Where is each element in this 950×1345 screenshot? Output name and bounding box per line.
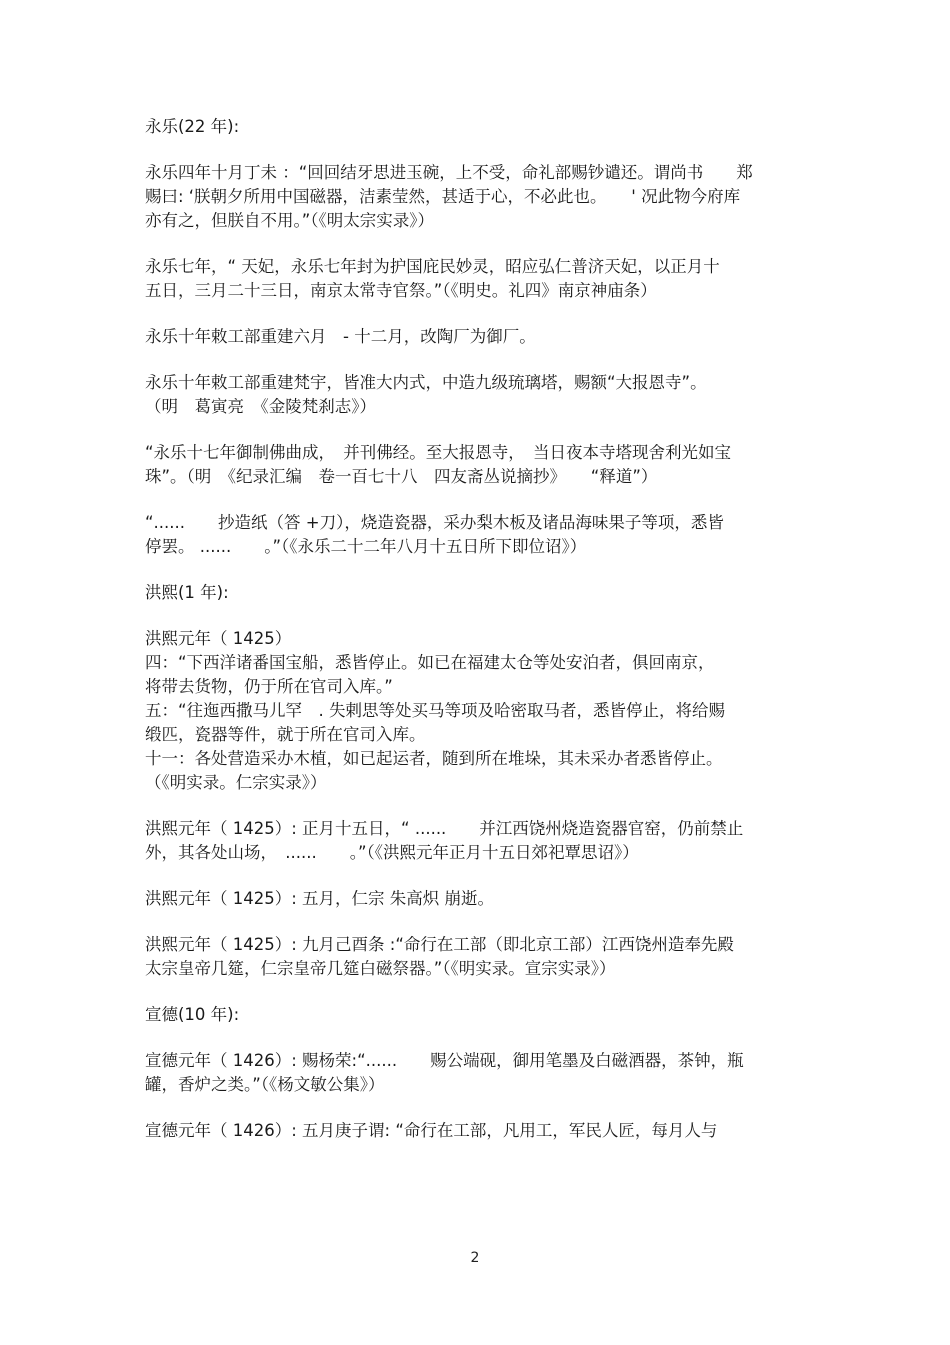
text-line: 珠”。（明 《纪录汇编 卷一百七十八 四友斋丛说摘抄》 “释道”）	[145, 467, 658, 486]
text-line: （明 葛寅亮 《金陵梵刹志》）	[145, 397, 376, 416]
text-line: 永乐四年十月丁未 ：“回回结牙思进玉碗，上不受，命礼部赐钞谴还。谓尚书 郑	[145, 163, 753, 182]
paragraph	[145, 441, 810, 489]
text-line: 罐，香炉之类。”（《杨文敏公集》）	[145, 1075, 385, 1094]
text-line: 洪熙元年（ 1425）	[145, 629, 292, 648]
text-line: 四：“下西洋诸番国宝船，悉皆停止。如已在福建太仓等处安泊者，俱回南京，	[145, 653, 715, 672]
text-line: 宣德元年（ 1426）: 赐杨荣:“...... 赐公端砚，御用笔墨及白磁酒器，茶钟，瓶	[145, 1051, 744, 1070]
text-line: 将带去货物，仍于所在官司入库。”	[145, 677, 393, 696]
document-body	[145, 115, 810, 1165]
paragraph	[145, 933, 810, 981]
text-line: 缎匹，瓷器等件，就于所在官司入库。	[145, 725, 426, 744]
paragraph	[145, 887, 810, 911]
paragraph	[145, 255, 810, 303]
paragraph	[145, 1119, 810, 1143]
paragraph	[145, 161, 810, 233]
text-line: 停罢。 ...... 。”（《永乐二十二年八月十五日所下即位诏》）	[145, 537, 587, 556]
text-line: 洪熙元年（ 1425）: 五月，仁宗 朱高炽 崩逝。	[145, 889, 495, 908]
paragraph	[145, 1003, 810, 1027]
text-line: “...... 抄造纸（答 +刀），烧造瓷器，采办梨木板及诸品海味果子等项，悉皆	[145, 513, 724, 532]
text-line: 洪熙元年（ 1425）: 九月己酉条 :“命行在工部（即北京工部）江西饶州造奉先殿	[145, 935, 734, 954]
paragraph	[145, 581, 810, 605]
text-line: 太宗皇帝几筵，仁宗皇帝几筵白磁祭器。”（《明实录。宣宗实录》）	[145, 959, 616, 978]
paragraph	[145, 325, 810, 349]
text-line: 永乐十年敕工部重建六月 - 十二月，改陶厂为御厂。	[145, 327, 536, 346]
page-number: 2	[470, 1250, 480, 1266]
text-line: “永乐十七年御制佛曲成， 并刊佛经。至大报恩寺， 当日夜本寺塔现舍利光如宝	[145, 443, 732, 462]
text-line: 洪熙元年（ 1425）: 正月十五日，“ ...... 并江西饶州烧造瓷器官窑，仍前禁止	[145, 819, 744, 838]
text-line: （《明实录。仁宗实录》）	[145, 773, 327, 792]
paragraph	[145, 627, 810, 795]
paragraph	[145, 115, 810, 139]
text-line: 五日，三月二十三日，南京太常寺官祭。”（《明史。礼四》南京神庙条）	[145, 281, 657, 300]
text-line: 五：“往迤西撒马儿罕 . 失剌思等处买马等项及哈密取马者，悉皆停止，将给赐	[145, 701, 726, 720]
paragraph	[145, 817, 810, 865]
text-line: 亦有之，但朕自不用。”（《明太宗实录》）	[145, 211, 435, 230]
text-line: 宣德元年（ 1426）: 五月庚子谓: “命行在工部，凡用工，军民人匠，每月人与	[145, 1121, 718, 1140]
text-line: 永乐(22 年):	[145, 117, 240, 136]
text-line: 宣德(10 年):	[145, 1005, 240, 1024]
text-line: 洪熙(1 年):	[145, 583, 229, 602]
paragraph	[145, 1049, 810, 1097]
text-line: 永乐十年敕工部重建梵宇，皆准大内式，中造九级琉璃塔，赐额“大报恩寺”。	[145, 373, 707, 392]
text-line: 十一：各处营造采办木植，如已起运者，随到所在堆垛，其未采办者悉皆停止。	[145, 749, 723, 768]
text-line: 永乐七年，“ 天妃，永乐七年封为护国庇民妙灵，昭应弘仁普济天妃，以正月十	[145, 257, 720, 276]
paragraph	[145, 371, 810, 419]
text-line: 外，其各处山场， ...... 。”（《洪熙元年正月十五日郊祀覃思诏》）	[145, 843, 639, 862]
text-line: 赐曰: ‘朕朝夕所用中国磁器，洁素莹然，甚适于心，不必此也。 ' 况此物今府库	[145, 187, 741, 206]
paragraph	[145, 511, 810, 559]
